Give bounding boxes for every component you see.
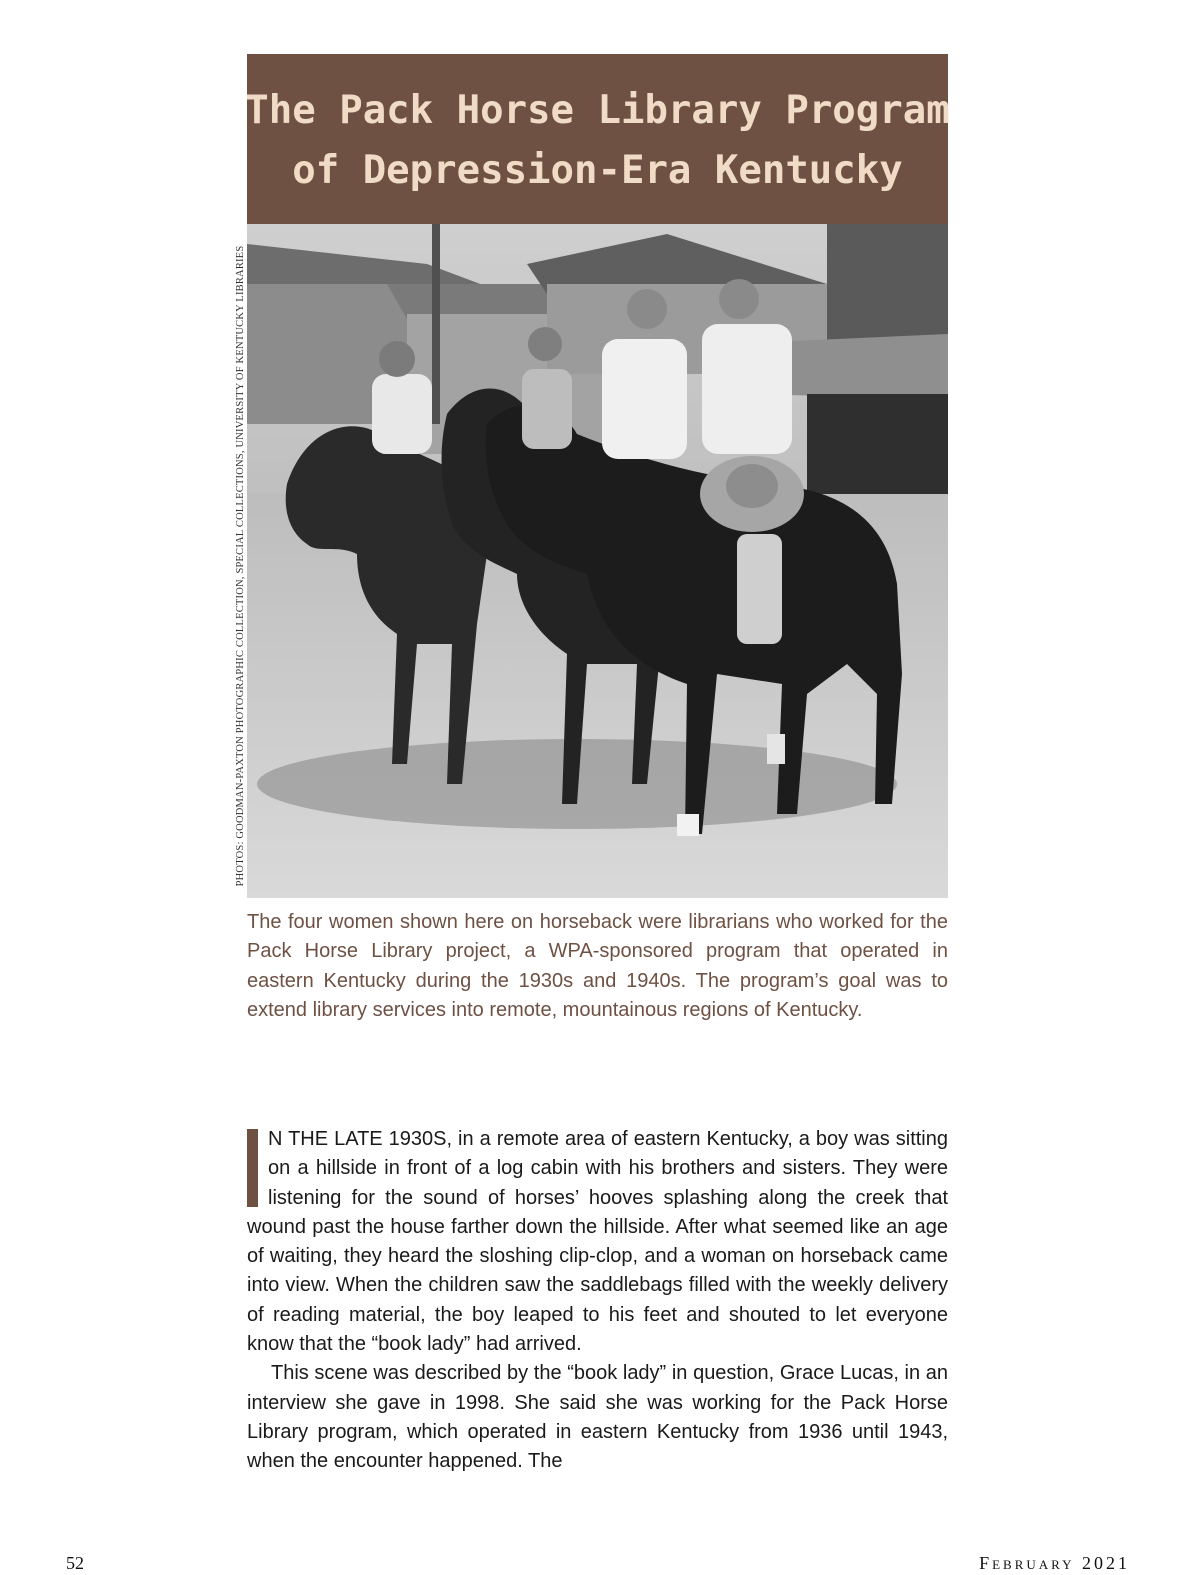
photo-caption: The four women shown here on horseback were librarians who worked for the Pack Horse Library project, a WPA-sponsored program that operated in eastern Kentucky during the 1930s and 1940s. The program’s goal was to extend library services into remote, mountainous regions of Kentucky.: [247, 911, 948, 1021]
page-number: 52: [66, 1553, 84, 1573]
title-line-1: The Pack Horse Library Program: [245, 88, 950, 133]
title-banner: [247, 54, 948, 224]
article-paragraph-1-text: N THE LATE 1930S, in a remote area of eastern Kentucky, a boy was sitting on a hillside in front of a log cabin with his brothers and sisters. They were listening for the sound of horses’ hooves splashing along the creek that wound past the house farther down the hillside. After what seemed like an age of waiting, they heard the sloshing clip-clop, and a woman on horseback came into view. When the children saw the saddlebags filled with the weekly delivery of reading material, the boy leaped to his feet and shouted to let everyone know that the “book lady” had arrived.: [247, 1128, 948, 1356]
drop-cap-i: [247, 1129, 258, 1207]
article-paragraph-2: This scene was described by the “book lady” in question, Grace Lucas, in an interview she gave in 1998. She said she was working for the Pack Horse Library program, which operated in eastern Kentucky from 1936 until 1943, when the encounter happened. The: [247, 1362, 948, 1473]
article-paragraph-1: [247, 1125, 948, 1359]
issue-date: February 2021: [979, 1553, 1130, 1573]
photo-credit: PHOTOS: GOODMAN-PAXTON PHOTOGRAPHIC COLLECTION, SPECIAL COLLECTIONS, UNIVERSITY OF KENTUCKY LIBRARIES: [235, 245, 246, 887]
horseback-librarians-photo: [247, 224, 948, 898]
article-body: [247, 1125, 948, 1477]
title-line-2: of Depression-Era Kentucky: [292, 148, 903, 193]
